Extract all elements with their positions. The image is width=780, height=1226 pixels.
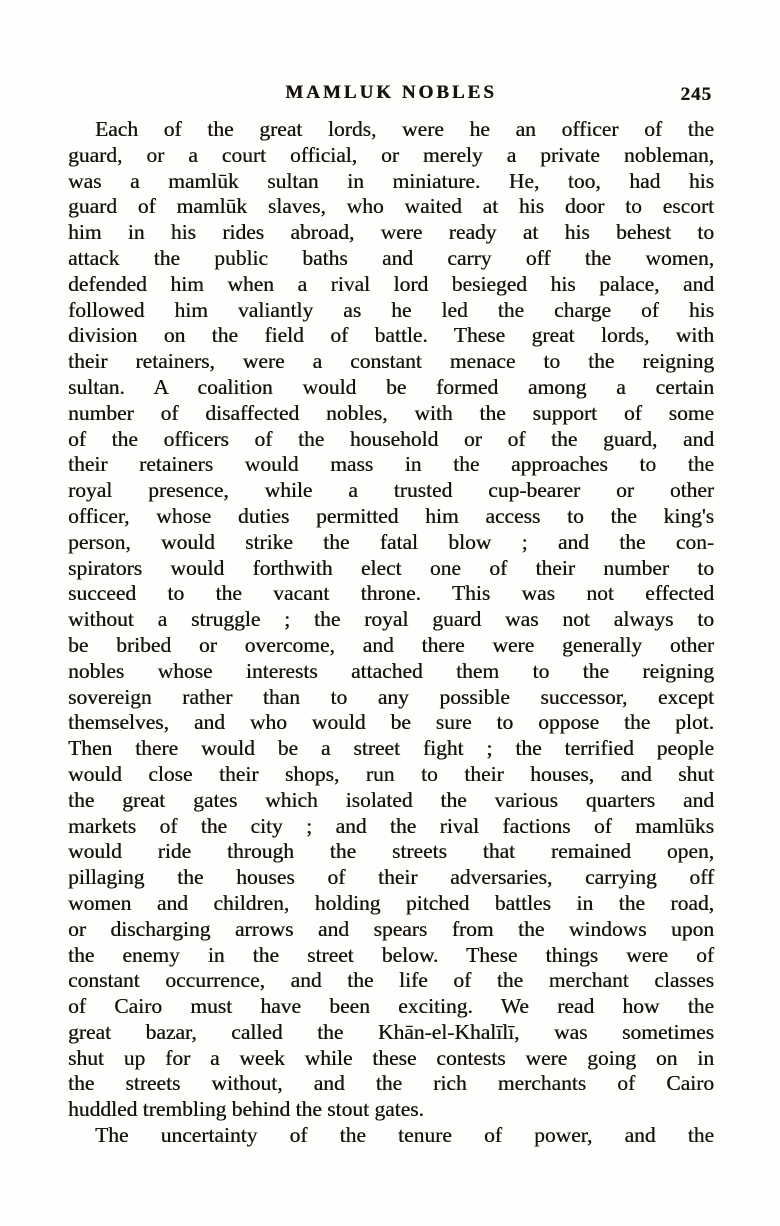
text-line: the streets without, and the rich merchants of Cairo	[68, 1071, 714, 1096]
text-line: would close their shops, run to their houses, and shut	[68, 761, 714, 786]
text-line: huddled trembling behind the stout gates.	[68, 1097, 424, 1122]
text-line: was a mamlūk sultan in miniature. He, too, had his	[68, 168, 714, 193]
text-line: great bazar, called the Khān-el-Khalīlī, was sometimes	[68, 1019, 714, 1044]
text-line: the great gates which isolated the various quarters and	[68, 787, 714, 812]
text-line: attack the public baths and carry off the women,	[68, 245, 714, 270]
text-line: of the officers of the household or of the guard, and	[68, 426, 714, 451]
text-line: royal presence, while a trusted cup-bearer or other	[68, 478, 714, 503]
body-text-block	[68, 117, 714, 1149]
text-line: number of disaffected nobles, with the support of some	[68, 400, 714, 425]
text-line: their retainers, were a constant menace to the reigning	[68, 349, 714, 374]
page-title: MAMLUK NOBLES	[285, 82, 497, 103]
text-line: their retainers would mass in the approaches to the	[68, 452, 714, 477]
text-line: markets of the city ; and the rival factions of mamlūks	[68, 813, 714, 838]
page-number: 245	[680, 84, 712, 105]
text-line: officer, whose duties permitted him access to the king's	[68, 503, 714, 528]
text-line: division on the field of battle. These great lords, with	[68, 323, 714, 348]
text-line: spirators would forthwith elect one of their number to	[68, 555, 714, 580]
text-line: pillaging the houses of their adversaries, carrying off	[68, 865, 714, 890]
text-line: sovereign rather than to any possible successor, except	[68, 684, 714, 709]
text-line: nobles whose interests attached them to the reigning	[68, 658, 714, 683]
text-line: person, would strike the fatal blow ; and the con-	[68, 529, 714, 554]
text-line: shut up for a week while these contests were going on in	[68, 1045, 714, 1070]
text-line: Then there would be a street fight ; the terrified people	[68, 736, 714, 761]
text-line: guard of mamlūk slaves, who waited at his door to escort	[68, 194, 714, 219]
text-line: without a struggle ; the royal guard was not always to	[68, 607, 714, 632]
text-line: or discharging arrows and spears from the windows upon	[68, 916, 714, 941]
text-line: would ride through the streets that remained open,	[68, 839, 714, 864]
text-line: themselves, and who would be sure to oppose the plot.	[68, 710, 714, 735]
text-line: succeed to the vacant throne. This was not effected	[68, 581, 714, 606]
text-line: defended him when a rival lord besieged his palace, and	[68, 271, 714, 296]
text-line: sultan. A coalition would be formed among a certain	[68, 374, 714, 399]
text-line: him in his rides abroad, were ready at his behest to	[68, 220, 714, 245]
text-line: women and children, holding pitched battles in the road,	[68, 890, 714, 915]
text-line: Each of the great lords, were he an officer of the	[95, 117, 714, 141]
text-line: followed him valiantly as he led the charge of his	[68, 297, 714, 322]
text-line: be bribed or overcome, and there were generally other	[68, 632, 714, 657]
text-line: guard, or a court official, or merely a private nobleman,	[68, 142, 714, 167]
running-header	[68, 82, 714, 106]
text-line: the enemy in the street below. These things were of	[68, 942, 714, 967]
text-line: constant occurrence, and the life of the merchant classes	[68, 968, 714, 993]
text-line: The uncertainty of the tenure of power, and the	[95, 1123, 714, 1148]
text-line: of Cairo must have been exciting. We read how the	[68, 994, 714, 1019]
